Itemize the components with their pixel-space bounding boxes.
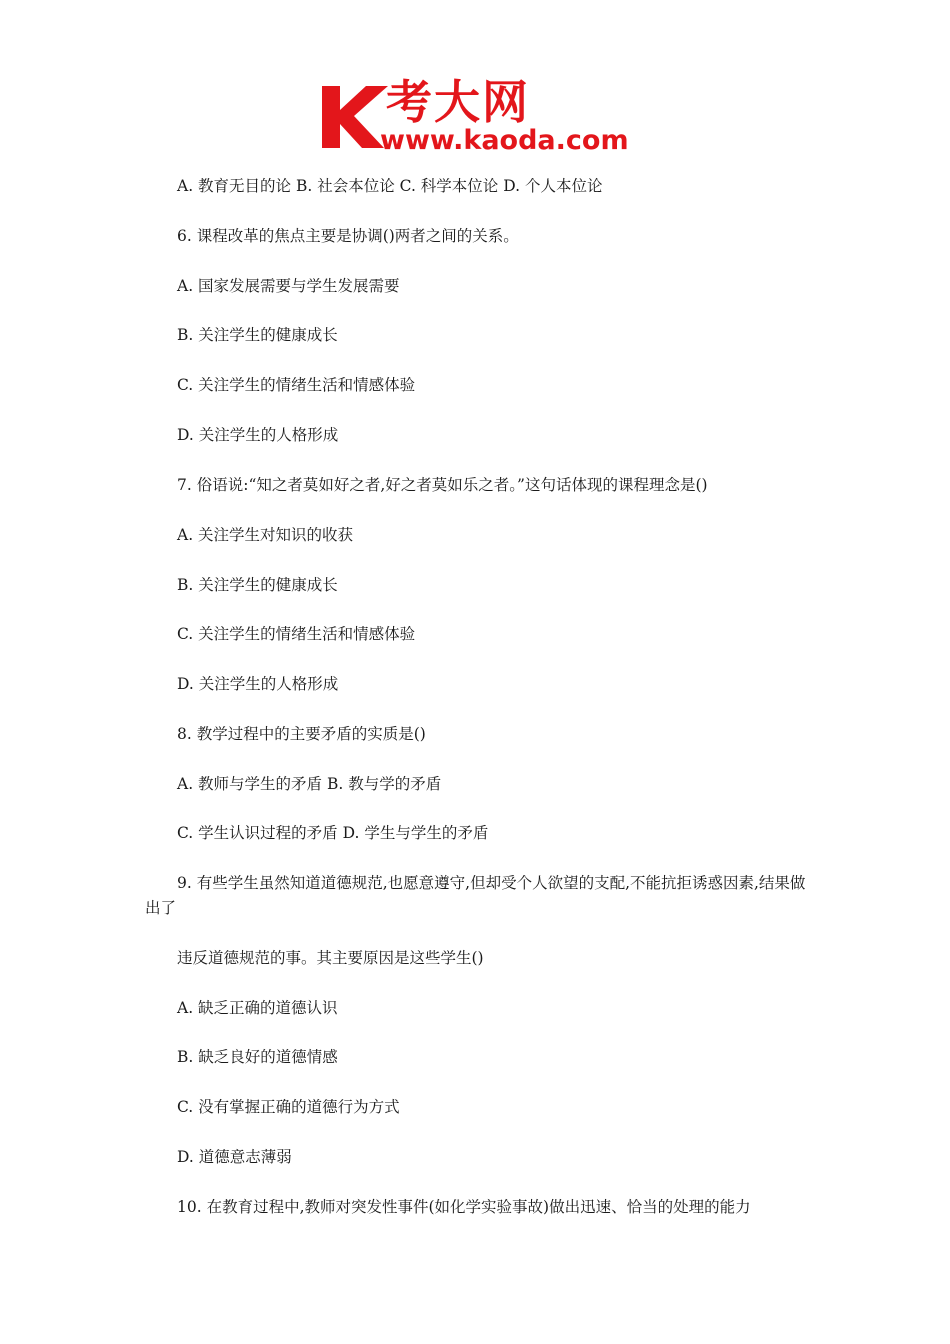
- question-8-options-ab: A. 教师与学生的矛盾 B. 教与学的矛盾: [177, 775, 442, 793]
- question-9-option-b: B. 缺乏良好的道德情感: [177, 1048, 338, 1066]
- question-8-stem: 8. 教学过程中的主要矛盾的实质是(): [177, 725, 426, 743]
- question-9-stem: 9. 有些学生虽然知道道德规范,也愿意遵守,但却受个人欲望的支配,不能抗拒诱惑因素,结果做出了: [145, 874, 806, 917]
- question-6-stem: 6. 课程改革的焦点主要是协调()两者之间的关系。: [177, 227, 519, 245]
- question-10-stem: 10. 在教育过程中,教师对突发性事件(如化学实验事故)做出迅速、恰当的处理的能力: [177, 1198, 751, 1216]
- question-7-option-a: A. 关注学生对知识的收获: [177, 526, 354, 544]
- question-7-option-d: D. 关注学生的人格形成: [177, 675, 339, 693]
- question-8-options-cd: C. 学生认识过程的矛盾 D. 学生与学生的矛盾: [177, 824, 489, 842]
- logo-url-text: www.kaoda.com: [380, 125, 629, 156]
- question-6-option-c: C. 关注学生的情绪生活和情感体验: [177, 376, 416, 394]
- question-9-option-d: D. 道德意志薄弱: [177, 1148, 292, 1166]
- question-9-option-a: A. 缺乏正确的道德认识: [177, 999, 338, 1017]
- question-5-options: A. 教育无目的论 B. 社会本位论 C. 科学本位论 D. 个人本位论: [177, 177, 603, 195]
- question-7-option-b: B. 关注学生的健康成长: [177, 576, 338, 594]
- question-6-option-d: D. 关注学生的人格形成: [177, 426, 339, 444]
- question-6-option-b: B. 关注学生的健康成长: [177, 326, 338, 344]
- logo-chinese-text: 考大网: [386, 75, 530, 129]
- question-7-option-c: C. 关注学生的情绪生活和情感体验: [177, 625, 416, 643]
- question-9-option-c: C. 没有掌握正确的道德行为方式: [177, 1098, 400, 1116]
- question-9-stem-continued: 违反道德规范的事。其主要原因是这些学生(): [177, 949, 484, 967]
- site-logo: [318, 75, 638, 158]
- question-7-stem: 7. 俗语说:“知之者莫如好之者,好之者莫如乐之者。”这句话体现的课程理念是(): [177, 476, 708, 494]
- question-6-option-a: A. 国家发展需要与学生发展需要: [177, 277, 400, 295]
